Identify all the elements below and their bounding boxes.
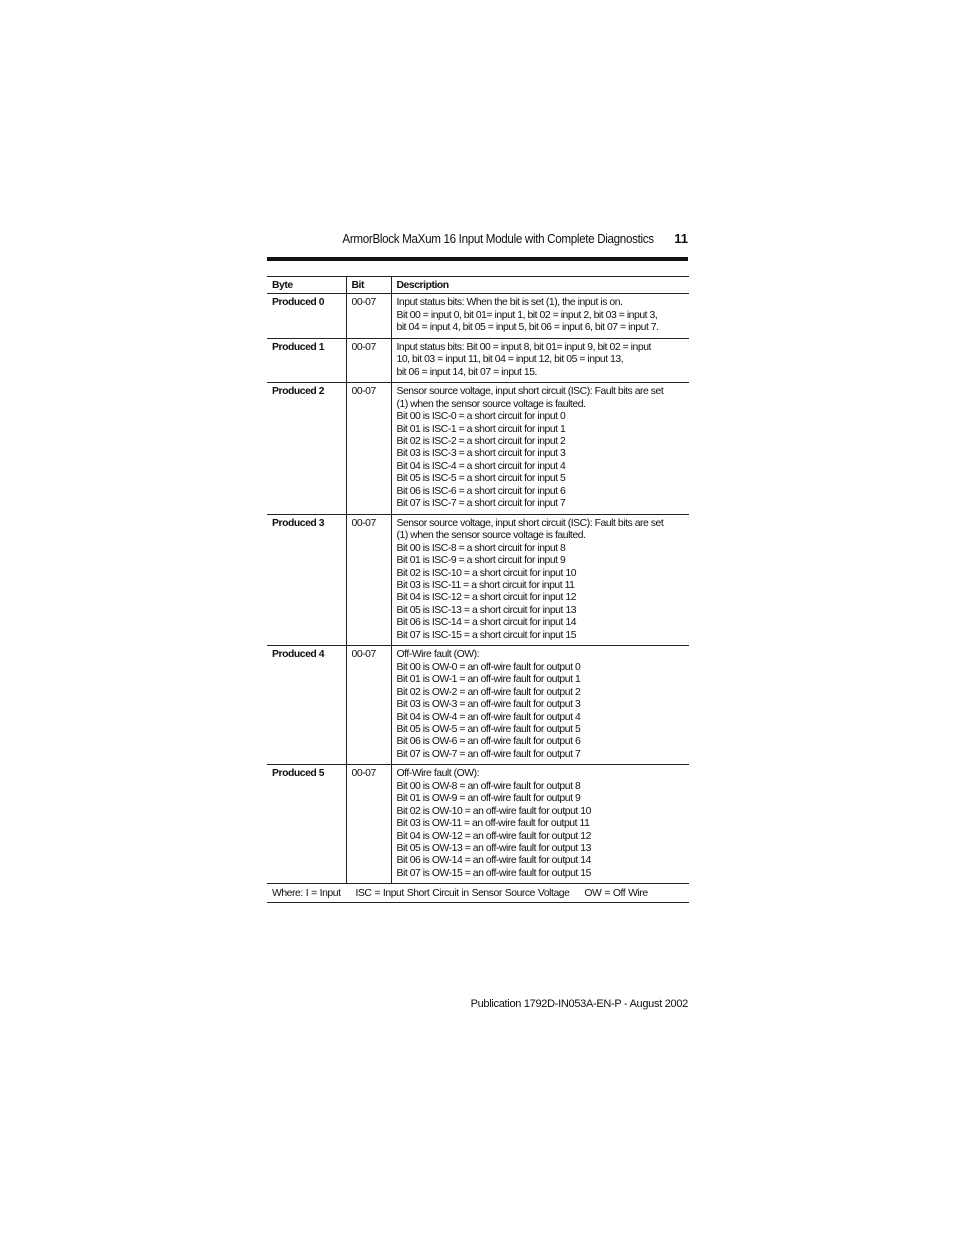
bit-cell: 00-07 [346,338,391,382]
byte-cell: Produced 0 [267,294,346,338]
page-number: 11 [674,231,688,246]
bit-cell: 00-07 [346,294,391,338]
table-footnote-row [267,884,689,902]
column-header-bit: Bit [346,277,391,294]
description-cell: Sensor source voltage, input short circuit (ISC): Fault bits are set (1) when the sensor source voltage is faulted. Bit 00 is ISC-0 = a short circuit for input 0 Bit 01 is ISC-1 = a short circuit for input 1 Bit 02 is ISC-2 = a short circuit for input 2 Bit 03 is ISC-3 = a short circuit for input 3 Bit 04 is ISC-4 = a short circuit for input 4 Bit 05 is ISC-5 = a short circuit for input 5 Bit 06 is ISC-6 = a short circuit for input 6 Bit 07 is ISC-7 = a short circuit for input 7 [391,383,689,515]
header-title: ArmorBlock MaXum 16 Input Module with Complete Diagnostics [342,232,654,246]
footnote-ow: OW = Off Wire [584,888,648,900]
byte-cell: Produced 2 [267,383,346,515]
table-row [267,514,689,646]
bit-cell: 00-07 [346,765,391,884]
bit-cell: 00-07 [346,646,391,765]
footnote-where: Where: I = Input [272,888,341,900]
table-row [267,383,689,515]
column-header-byte: Byte [267,277,346,294]
byte-cell: Produced 4 [267,646,346,765]
byte-cell: Produced 1 [267,338,346,382]
description-cell: Off-Wire fault (OW): Bit 00 is OW-0 = an off-wire fault for output 0 Bit 01 is OW-1 = an off-wire fault for output 1 Bit 02 is OW-2 = an off-wire fault for output 2 Bit 03 is OW-3 = an off-wire fault for output 3 Bit 04 is OW-4 = an off-wire fault for output 4 Bit 05 is OW-5 = an off-wire fault for output 5 Bit 06 is OW-6 = an off-wire fault for output 6 Bit 07 is OW-7 = an off-wire fault for output 7 [391,646,689,765]
page-header [267,231,688,253]
column-header-description: Description [391,277,689,294]
byte-cell: Produced 3 [267,514,346,646]
description-cell: Sensor source voltage, input short circuit (ISC): Fault bits are set (1) when the sensor source voltage is faulted. Bit 00 is ISC-8 = a short circuit for input 8 Bit 01 is ISC-9 = a short circuit for input 9 Bit 02 is ISC-10 = a short circuit for input 10 Bit 03 is ISC-11 = a short circuit for input 11 Bit 04 is ISC-12 = a short circuit for input 12 Bit 05 is ISC-13 = a short circuit for input 13 Bit 06 is ISC-14 = a short circuit for input 14 Bit 07 is ISC-15 = a short circuit for input 15 [391,514,689,646]
table-row [267,765,689,884]
byte-cell: Produced 5 [267,765,346,884]
footnote-isc: ISC = Input Short Circuit in Sensor Source Voltage [355,888,570,900]
table-row [267,646,689,765]
table-footnote [267,884,689,902]
publication-footer: Publication 1792D-IN053A-EN-P - August 2002 [470,998,688,1010]
header-rule [267,257,688,261]
description-cell: Off-Wire fault (OW): Bit 00 is OW-8 = an off-wire fault for output 8 Bit 01 is OW-9 = an off-wire fault for output 9 Bit 02 is OW-10 = an off-wire fault for output 10 Bit 03 is OW-11 = an off-wire fault for output 11 Bit 04 is OW-12 = an off-wire fault for output 12 Bit 05 is OW-13 = an off-wire fault for output 13 Bit 06 is OW-14 = an off-wire fault for output 14 Bit 07 is OW-15 = an off-wire fault for output 15 [391,765,689,884]
produced-data-table [267,276,689,903]
table-row [267,338,689,382]
table-header-row [267,277,689,294]
description-cell: Input status bits: When the bit is set (1), the input is on. Bit 00 = input 0, bit 01= input 1, bit 02 = input 2, bit 03 = input 3, bit 04 = input 4, bit 05 = input 5, bit 06 = input 6, bit 07 = input 7. [391,294,689,338]
table-row [267,294,689,338]
description-cell: Input status bits: Bit 00 = input 8, bit 01= input 9, bit 02 = input 10, bit 03 = input 11, bit 04 = input 12, bit 05 = input 13, bit 06 = input 14, bit 07 = input 15. [391,338,689,382]
bit-cell: 00-07 [346,514,391,646]
bit-cell: 00-07 [346,383,391,515]
